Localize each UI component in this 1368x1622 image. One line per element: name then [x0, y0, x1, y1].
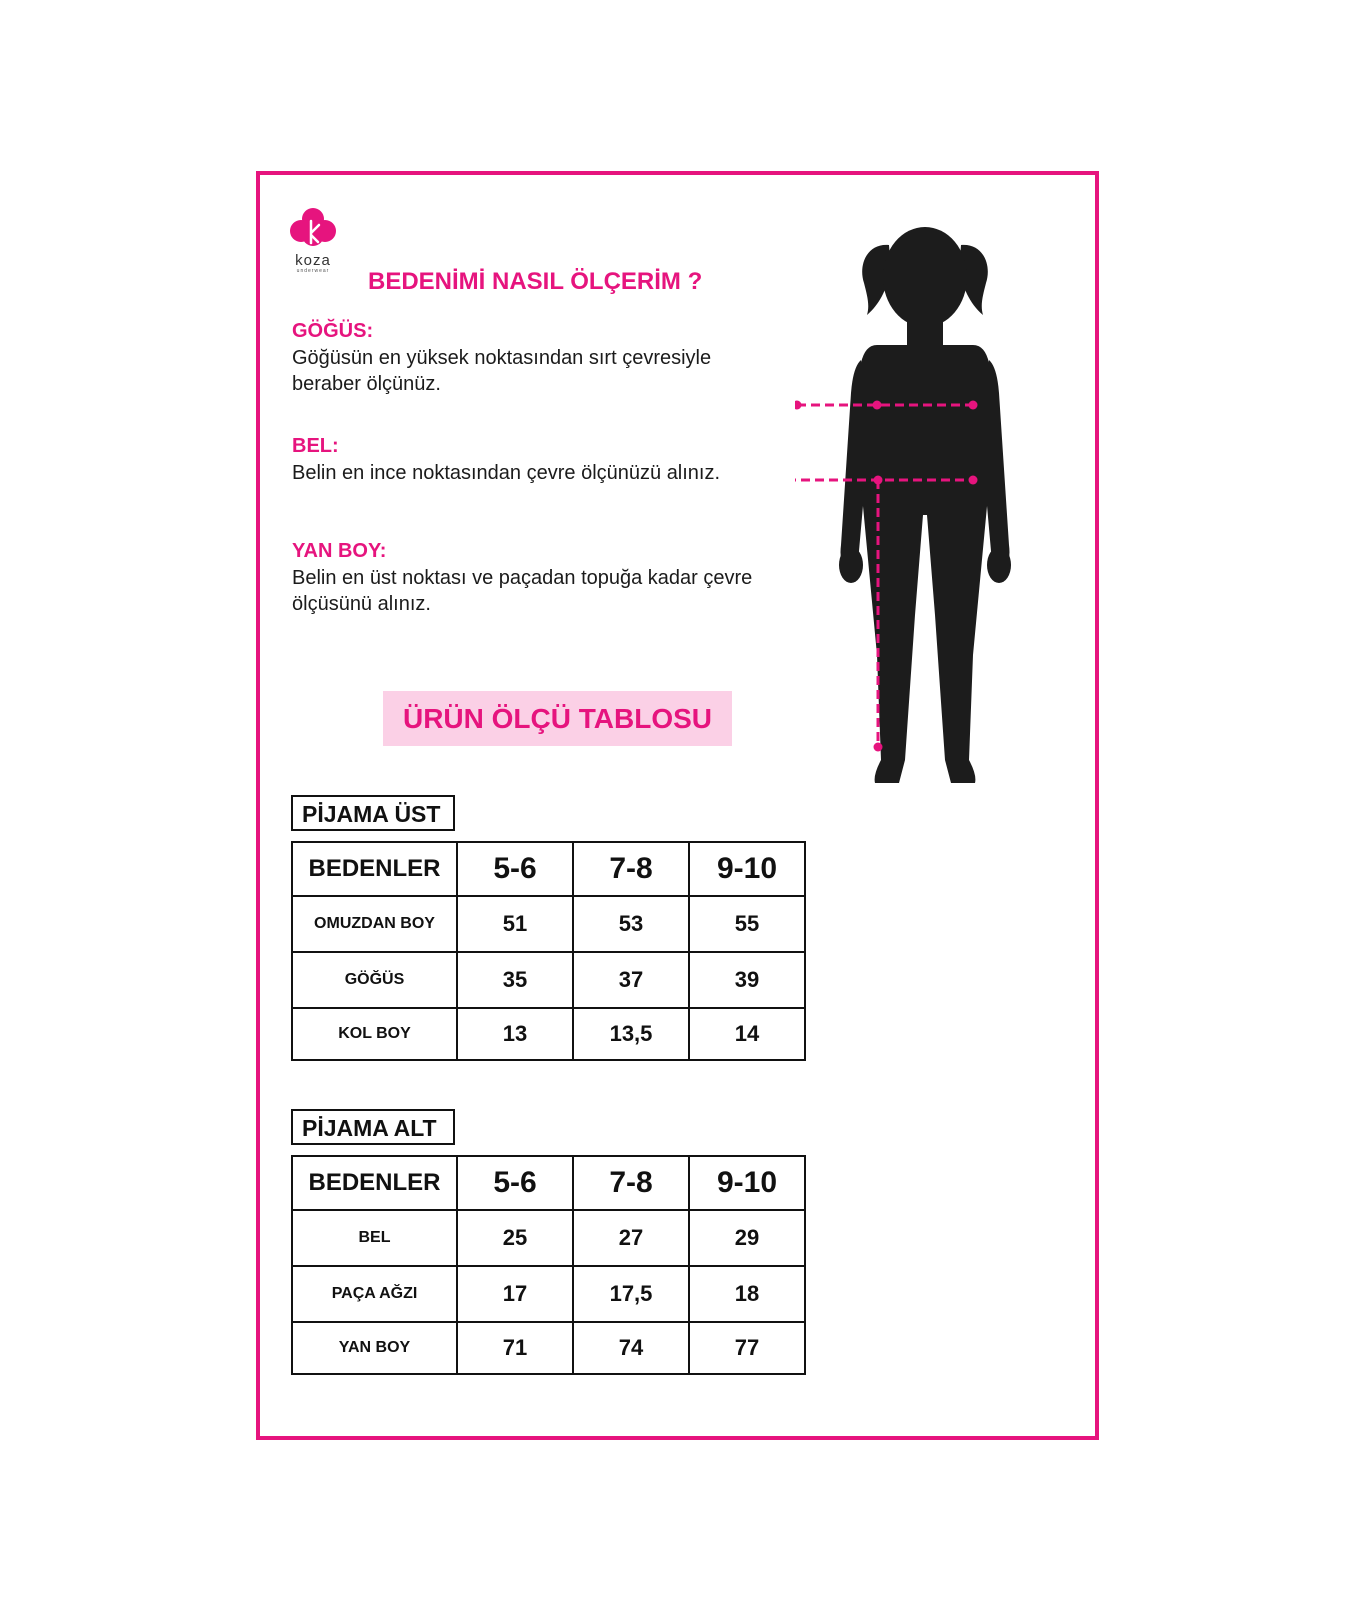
section-text-side-length: Belin en üst noktası ve paçadan topuğa kadar çevre ölçüsünü alınız. — [292, 567, 753, 615]
table-label-bottom: PİJAMA ALT — [291, 1109, 455, 1145]
table-row-label: YAN BOY — [292, 1322, 457, 1374]
brand-subtitle: underwear — [296, 268, 330, 274]
table-cell: 77 — [689, 1322, 805, 1374]
table-cell: 17 — [457, 1266, 573, 1322]
table-header-row — [292, 842, 805, 896]
table-cell: 71 — [457, 1322, 573, 1374]
cotton-flower-icon — [287, 205, 339, 253]
table-cell: 37 — [573, 952, 689, 1008]
section-text-waist: Belin en ince noktasından çevre ölçünüzü alınız. — [292, 462, 721, 484]
table-row — [292, 952, 805, 1008]
table-cell: 13,5 — [573, 1008, 689, 1060]
table-row — [292, 896, 805, 952]
table-cell: 55 — [689, 896, 805, 952]
table-header-cell: 5-6 — [457, 1156, 573, 1210]
table-header-cell: 7-8 — [573, 842, 689, 896]
table-header-cell: 9-10 — [689, 1156, 805, 1210]
table-cell: 29 — [689, 1210, 805, 1266]
table-row — [292, 1322, 805, 1374]
table-cell: 25 — [457, 1210, 573, 1266]
table-header-cell: BEDENLER — [292, 1156, 457, 1210]
table-cell: 74 — [573, 1322, 689, 1374]
table-cell: 17,5 — [573, 1266, 689, 1322]
section-title-chest: GÖĞÜS: — [292, 320, 374, 342]
table-cell: 27 — [573, 1210, 689, 1266]
table-cell: 18 — [689, 1266, 805, 1322]
section-text-chest: Göğüsün en yüksek noktasından sırt çevresiyle beraber ölçünüz. — [292, 347, 712, 395]
child-silhouette-icon — [795, 215, 1055, 805]
table-cell: 35 — [457, 952, 573, 1008]
table-row — [292, 1266, 805, 1322]
size-table-top — [291, 841, 806, 1061]
table-header-cell: 5-6 — [457, 842, 573, 896]
table-header-cell: 9-10 — [689, 842, 805, 896]
table-row — [292, 1210, 805, 1266]
table-cell: 14 — [689, 1008, 805, 1060]
child-figure — [795, 215, 1055, 805]
table-header-cell: 7-8 — [573, 1156, 689, 1210]
table-row-label: OMUZDAN BOY — [292, 896, 457, 952]
table-header-cell: BEDENLER — [292, 842, 457, 896]
table-label-top: PİJAMA ÜST — [291, 795, 455, 831]
table-row-label: KOL BOY — [292, 1008, 457, 1060]
table-cell: 13 — [457, 1008, 573, 1060]
table-header-row — [292, 1156, 805, 1210]
table-cell: 51 — [457, 896, 573, 952]
table-row-label: GÖĞÜS — [292, 952, 457, 1008]
table-row-label: PAÇA AĞZI — [292, 1266, 457, 1322]
section-title-waist: BEL: — [292, 435, 339, 457]
page-title: BEDENİMİ NASIL ÖLÇERİM ? — [368, 268, 703, 295]
table-cell: 53 — [573, 896, 689, 952]
table-row-label: BEL — [292, 1210, 457, 1266]
table-cell: 39 — [689, 952, 805, 1008]
size-table-bottom — [291, 1155, 806, 1375]
section-title-side-length: YAN BOY: — [292, 540, 387, 562]
brand-name: koza — [295, 252, 331, 269]
table-row — [292, 1008, 805, 1060]
size-chart-badge: ÜRÜN ÖLÇÜ TABLOSU — [383, 691, 732, 746]
